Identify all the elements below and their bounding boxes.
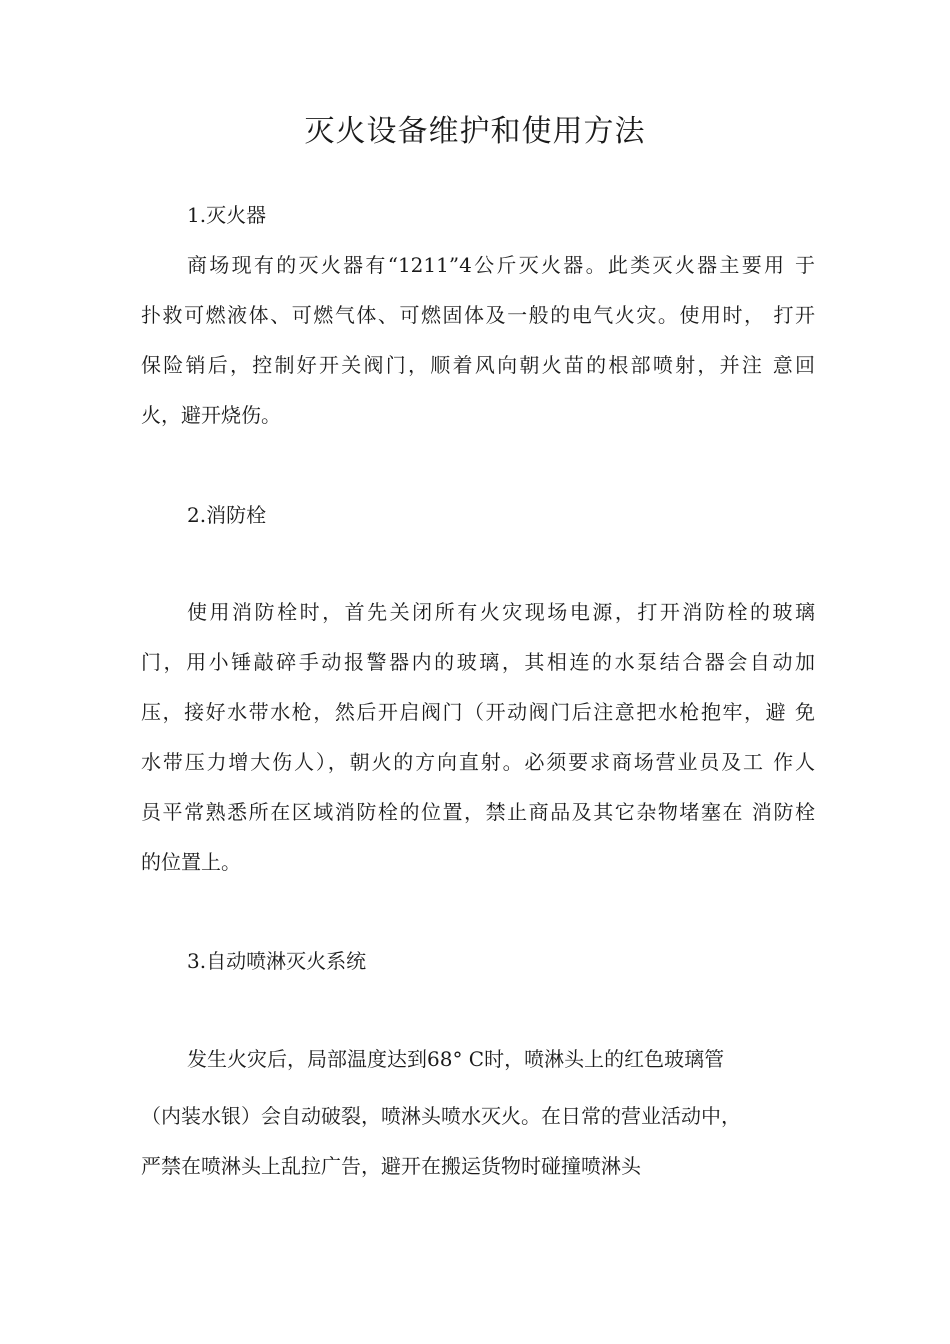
paragraph-1-line-1: 商场现有的灭火器有“1211”4公斤灭火器。此类灭火器主要用 于 — [187, 253, 815, 277]
paragraph-2-line-4: 水带压力增大伤人），朝火的方向直射。必须要求商场营业员及工 作人 — [141, 750, 815, 774]
paragraph-2-line-6: 的位置上。 — [141, 850, 241, 874]
section-heading-1: 1.灭火器 — [187, 203, 267, 227]
paragraph-3-line-1: 发生火灾后，局部温度达到68° C时，喷淋头上的红色玻璃管 — [187, 1047, 725, 1071]
paragraph-2-line-5: 员平常熟悉所在区域消防栓的位置，禁止商品及其它杂物堵塞在 消防栓 — [141, 800, 815, 824]
section-heading-2: 2.消防栓 — [187, 503, 267, 527]
paragraph-1-line-3: 保险销后，控制好开关阀门，顺着风向朝火苗的根部喷射，并注 意回 — [141, 353, 815, 377]
paragraph-2-line-1: 使用消防栓时，首先关闭所有火灾现场电源，打开消防栓的玻璃 — [187, 600, 815, 624]
paragraph-1-line-4: 火，避开烧伤。 — [141, 403, 281, 427]
section-heading-3: 3.自动喷淋灭火系统 — [187, 949, 367, 973]
paragraph-3-line-2: （内装水银）会自动破裂，喷淋头喷水灭火。在日常的营业活动中， — [141, 1104, 741, 1128]
paragraph-1-line-2: 扑救可燃液体、可燃气体、可燃固体及一般的电气火灾。使用时， 打开 — [141, 303, 815, 327]
paragraph-3-line-3: 严禁在喷淋头上乱拉广告，避开在搬运货物时碰撞喷淋头 — [141, 1154, 641, 1178]
page-title: 灭火设备维护和使用方法 — [304, 114, 646, 149]
paragraph-2-line-2: 门，用小锤敲碎手动报警器内的玻璃，其相连的水泵结合器会自动加 — [141, 650, 815, 674]
paragraph-2-line-3: 压，接好水带水枪，然后开启阀门（开动阀门后注意把水枪抱牢，避 免 — [141, 700, 815, 724]
